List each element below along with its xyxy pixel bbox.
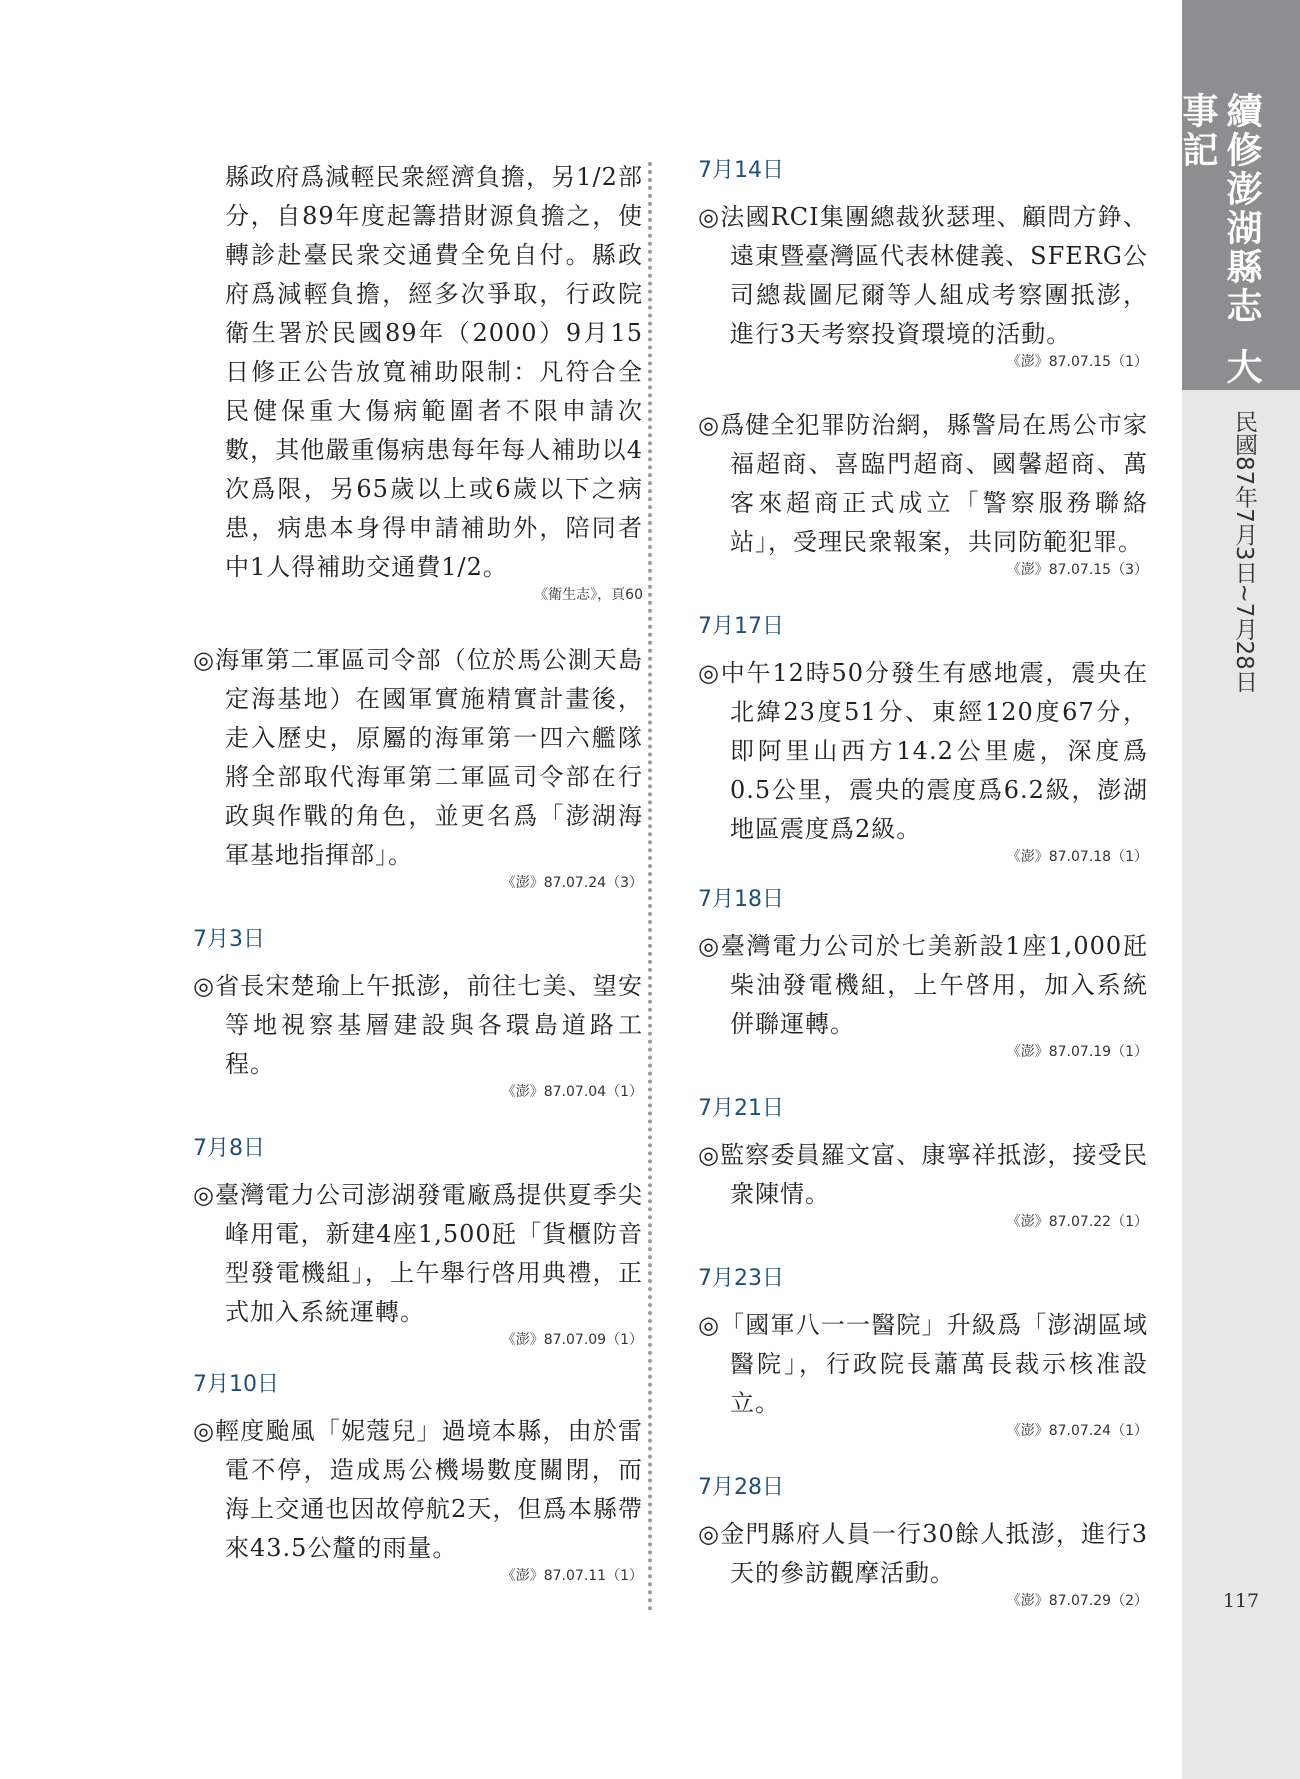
entry	[698, 406, 1148, 580]
chapter-date-range: 民國87年7月3日~7月28日	[1231, 410, 1257, 693]
column-divider	[648, 162, 652, 1612]
entry-date: 7月21日	[698, 1096, 784, 1121]
entry-source: 《澎》87.07.22（1）	[1006, 1214, 1148, 1230]
entry-date: 7月3日	[193, 927, 265, 952]
entry	[698, 1266, 1148, 1441]
entry-source: 《澎》87.07.29（2）	[1006, 1593, 1148, 1609]
entry	[193, 1372, 643, 1586]
book-title-main: 續修澎湖縣志	[1221, 92, 1263, 326]
entry-source: 《澎》87.07.11（1）	[501, 1568, 643, 1584]
entry-text: ◎輕度颱風「妮蔻兒」過境本縣，由於雷電不停，造成馬公機場數度關閉，而海上交通也因故停航2天，但爲本縣帶來43.5公釐的雨量。	[193, 1417, 643, 1562]
entry-source: 《澎》87.07.19（1）	[1006, 1044, 1148, 1060]
entry	[193, 1136, 643, 1350]
entry-text: ◎海軍第二軍區司令部（位於馬公測天島定海基地）在國軍實施精實計畫後，走入歷史，原屬的海軍第一四六艦隊將全部取代海軍第二軍區司令部在行政與作戰的角色，並更名爲「澎湖海軍基地指揮部」。	[193, 646, 643, 869]
entry-text: 縣政府爲減輕民衆經濟負擔，另1/2部分，自89年度起籌措財源負擔之，使轉診赴臺民衆交通費全免自付。縣政府爲減輕負擔，經多次爭取，行政院衛生署於民國89年（2000）9月15日修正公告放寬補助限制：凡符合全民健保重大傷病範圍者不限申請次數，其他嚴重傷病患每年每人補助以4次爲限，另65歲以上或6歲以下之病患，病患本身得申請補助外，陪同者中1人得補助交通費1/2。	[225, 163, 643, 581]
entry-text: ◎省長宋楚瑜上午抵澎，前往七美、望安等地視察基層建設與各環島道路工程。	[193, 972, 643, 1078]
chapter-sidebar	[1177, 0, 1300, 1779]
entry-text: ◎「國軍八一一醫院」升級爲「澎湖區域醫院」，行政院長蕭萬長裁示核准設立。	[698, 1311, 1148, 1417]
left-column	[193, 158, 643, 1620]
entry-text: ◎臺灣電力公司於七美新設1座1,000瓩柴油發電機組，上午啓用，加入系統併聯運轉。	[698, 932, 1148, 1038]
entry-date: 7月17日	[698, 614, 784, 639]
entry-text: ◎金門縣府人員一行30餘人抵澎，進行3天的參訪觀摩活動。	[698, 1520, 1148, 1587]
entry-continued	[193, 158, 643, 605]
entry-text: ◎臺灣電力公司澎湖發電廠爲提供夏季尖峰用電，新建4座1,500瓩「貨櫃防音型發電機組」，上午舉行啓用典禮，正式加入系統運轉。	[193, 1181, 643, 1326]
entry-source: 《澎》87.07.15（1）	[1006, 354, 1148, 370]
entry	[698, 1475, 1148, 1611]
entry-source: 《澎》87.07.15（3）	[1006, 562, 1148, 578]
entry-source: 《澎》87.07.09（1）	[501, 1332, 643, 1348]
entry-source: 《澎》87.07.04（1）	[501, 1084, 643, 1100]
entry-text: ◎監察委員羅文富、康寧祥抵澎，接受民衆陳情。	[698, 1141, 1148, 1208]
entry-text: ◎爲健全犯罪防治網，縣警局在馬公市家福超商、喜臨門超商、國馨超商、萬客來超商正式成立「警察服務聯絡站」，受理民衆報案，共同防範犯罪。	[698, 411, 1148, 556]
entry	[193, 641, 643, 893]
entry	[698, 158, 1148, 372]
entry-date: 7月23日	[698, 1266, 784, 1291]
entry-source: 《衛生志》，頁60	[534, 587, 643, 603]
entry-date: 7月14日	[698, 158, 784, 183]
entry-date: 7月18日	[698, 887, 784, 912]
entry-date: 7月10日	[193, 1372, 279, 1397]
right-column	[698, 158, 1148, 1645]
entry-source: 《澎》87.07.24（1）	[1006, 1423, 1148, 1439]
entry-text: ◎法國RCI集團總裁狄瑟理、顧問方錚、遠東暨臺灣區代表林健義、SFERG公司總裁圖尼爾等人組成考察團抵澎，進行3天考察投資環境的活動。	[698, 203, 1148, 348]
entry-source: 《澎》87.07.18（1）	[1006, 849, 1148, 865]
chapter-tab	[1177, 0, 1300, 390]
book-title-section: 大事記	[1177, 92, 1263, 387]
entry	[698, 614, 1148, 867]
entry	[698, 1096, 1148, 1232]
page-number: 117	[1222, 1590, 1260, 1612]
entry	[698, 887, 1148, 1062]
entry-date: 7月28日	[698, 1475, 784, 1500]
entry-text: ◎中午12時50分發生有感地震，震央在北緯23度51分、東經120度67分，即阿里山西方14.2公里處，深度爲0.5公里，震央的震度爲6.2級，澎湖地區震度爲2級。	[698, 659, 1148, 843]
entry-date: 7月8日	[193, 1136, 265, 1161]
book-title	[1177, 92, 1264, 390]
entry-source: 《澎》87.07.24（3）	[501, 875, 643, 891]
entry	[193, 927, 643, 1102]
